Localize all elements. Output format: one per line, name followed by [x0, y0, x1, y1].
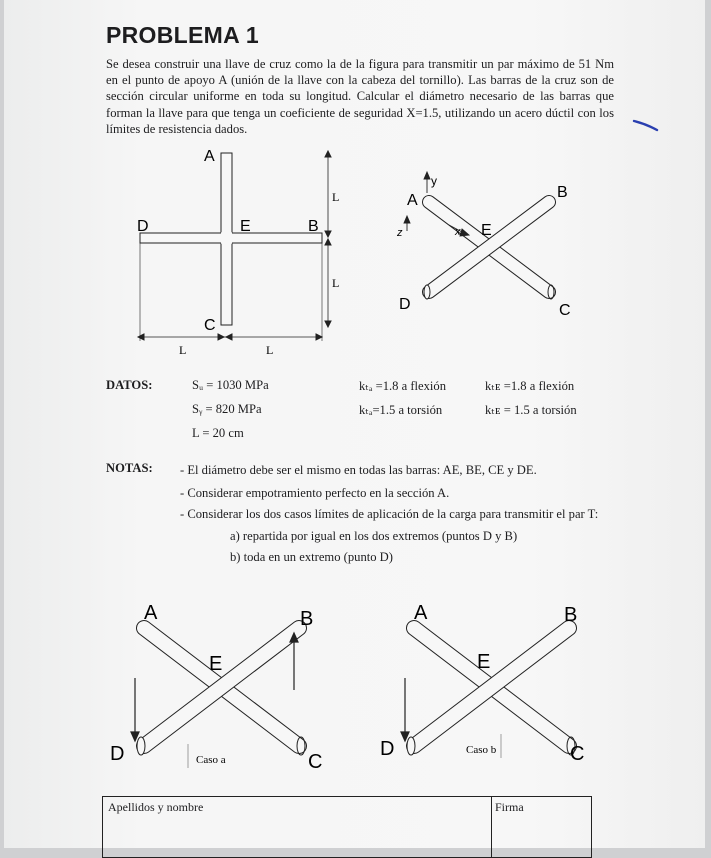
name-field-label: Apellidos y nombre: [108, 800, 204, 814]
iso-label-e: E: [481, 222, 492, 239]
axis-x: x: [455, 226, 461, 238]
label-b: B: [308, 218, 319, 235]
cross-plan-figure: [134, 145, 354, 360]
axis-y: y: [431, 174, 437, 188]
caso-a-label-c: C: [308, 751, 323, 773]
caso-b-label-d: D: [380, 738, 395, 760]
notas-list: [180, 461, 620, 566]
caso-b-label-c: C: [570, 743, 585, 765]
nota-2: - Considerar empotramiento perfecto en la sección A.: [180, 485, 450, 500]
iso-label-d: D: [399, 296, 411, 313]
caso-b-label-e: E: [477, 651, 491, 673]
footer-divider: [491, 797, 492, 857]
problem-statement: Se desea construir una llave de cruz como la de la figura para transmitir un par máximo de 51 Nm en el punto de apoyo A (unión de la llave con la cabeza del tornillo). Las barras de la cruz son de sección circular uniforme en toda su longitud. Calcular el diámetro necesario de las barras que forman la llave para que tenga un coeficiente de seguridad X=1.5, utilizando un acero dúctil con los límites de resistencia dados.: [106, 57, 614, 136]
label-c: C: [204, 317, 216, 334]
nota-caso-a: a) repartida por igual en los dos extremos (puntos D y B): [230, 529, 518, 543]
dim-label-left: L: [179, 343, 187, 357]
iso-label-a: A: [407, 192, 418, 209]
dim-label-lower: L: [332, 276, 340, 290]
page-title: PROBLEMA 1: [106, 22, 259, 48]
caso-b-label-a: A: [414, 602, 428, 624]
dim-label-upper: L: [332, 190, 340, 204]
datos-kta-flexion: kₜₐ =1.8 a flexión: [359, 379, 447, 393]
axis-z: z: [397, 227, 403, 239]
caso-b-label-b: B: [564, 604, 578, 626]
pen-mark: [624, 112, 674, 162]
nota-caso-b: b) toda en un extremo (punto D): [230, 549, 393, 564]
datos-kta-torsion: kₜₐ=1.5 a torsión: [359, 403, 443, 417]
caso-b-caption: Caso b: [466, 744, 497, 756]
exam-sheet: [4, 0, 705, 848]
datos-sy: Sᵧ = 820 MPa: [192, 402, 262, 416]
nota-1: - El diámetro debe ser el mismo en todas las barras: AE, BE, CE y DE.: [180, 463, 537, 477]
caso-a-label-b: B: [300, 608, 314, 630]
caso-a-figure: [104, 598, 339, 776]
caso-b-figure: [374, 598, 609, 776]
dim-label-right: L: [266, 343, 274, 357]
signature-field-label: Firma: [495, 800, 524, 814]
cross-iso-figure: [389, 165, 589, 320]
datos-heading: DATOS:: [106, 378, 153, 392]
iso-label-b: B: [557, 184, 568, 201]
datos-kte-torsion: kₜᴇ = 1.5 a torsión: [485, 403, 577, 417]
caso-a-label-a: A: [144, 602, 158, 624]
student-info-box: [102, 796, 592, 858]
caso-a-caption: Caso a: [196, 754, 226, 766]
notas-heading: NOTAS:: [106, 461, 153, 475]
caso-a-label-e: E: [209, 653, 223, 675]
nota-3: - Considerar los dos casos límites de aplicación de la carga para transmitir el par T:: [180, 507, 599, 521]
datos-length: L = 20 cm: [192, 426, 244, 440]
datos-su: Sᵤ = 1030 MPa: [192, 378, 269, 392]
caso-a-label-d: D: [110, 743, 125, 765]
datos-kte-flexion: kₜᴇ =1.8 a flexión: [485, 379, 575, 393]
iso-label-c: C: [559, 302, 571, 319]
label-d: D: [137, 218, 149, 235]
label-e: E: [240, 218, 251, 235]
label-a: A: [204, 148, 215, 165]
